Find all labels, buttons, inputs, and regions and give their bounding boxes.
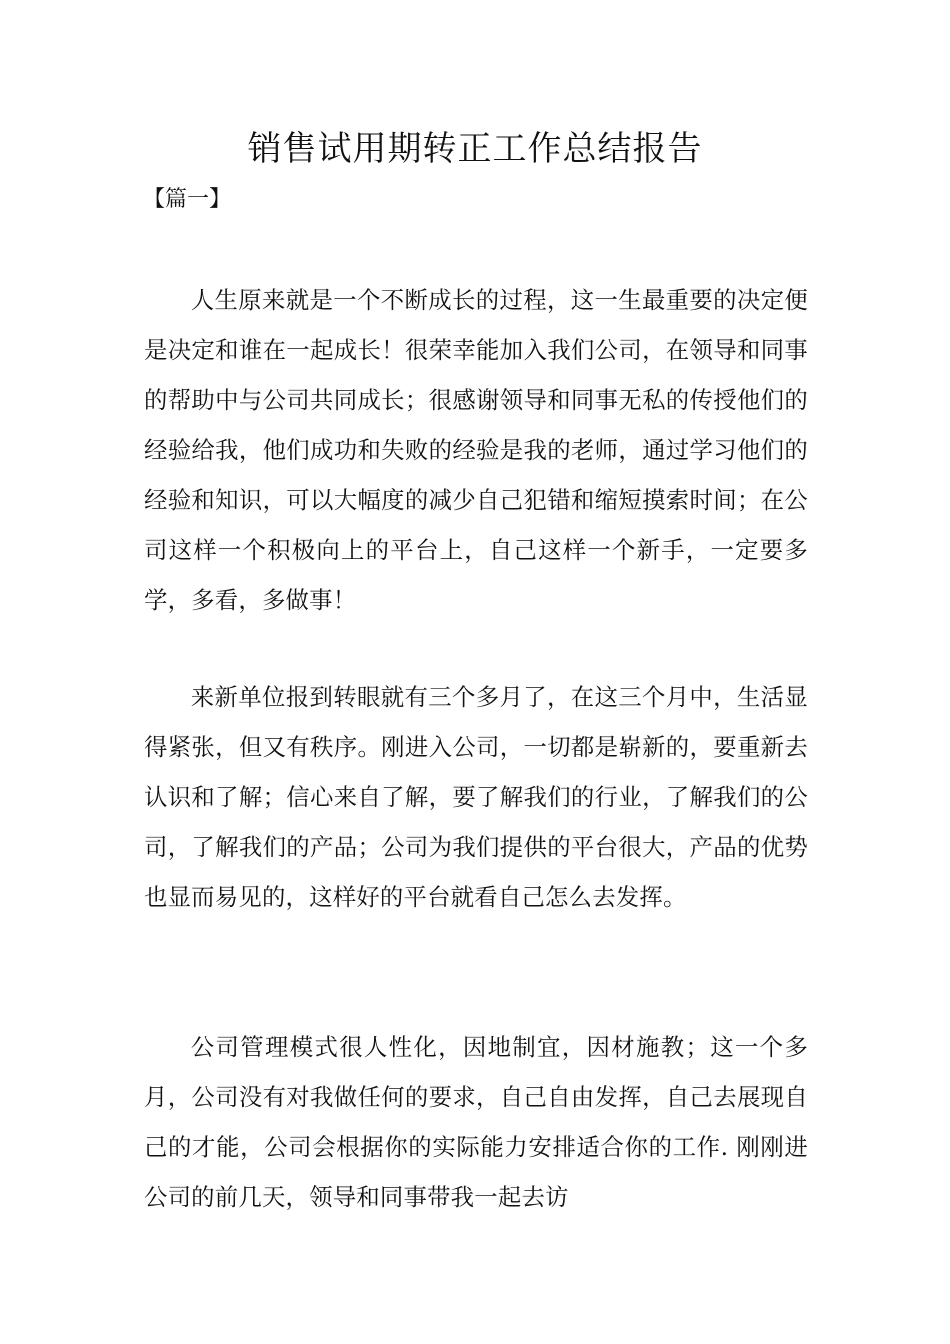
paragraph-3: 公司管理模式很人性化，因地制宜，因材施教；这一个多月，公司没有对我做任何的要求，自己自由发挥，自己去展现自己的才能，公司会根据你的实际能力安排适合你的工作. 刚刚进公司的前几天，领导和同事带我一起去访 (144, 1033, 808, 1211)
paragraph-2: 来新单位报到转眼就有三个多月了，在这三个月中，生活显得紧张，但又有秩序。刚进入公司，一切都是崭新的，要重新去认识和了解；信心来自了解，要了解我们的行业，了解我们的公司，了解我们的产品；公司为我们提供的平台很大，产品的优势也显而易见的，这样好的平台就看自己怎么去发挥。 (144, 683, 808, 911)
paragraph-1: 人生原来就是一个不断成长的过程，这一生最重要的决定便是决定和谁在一起成长！很荣幸能加入我们公司，在领导和同事的帮助中与公司共同成长；很感谢领导和同事无私的传授他们的经验给我，他们成功和失败的经验是我的老师，通过学习他们的经验和知识，可以大幅度的减少自己犯错和缩短摸索时间；在公司这样一个积极向上的平台上，自己这样一个新手，一定要多学，多看，多做事！ (144, 286, 808, 614)
section-label: 【篇一】 (143, 187, 232, 212)
document-title: 销售试用期转正工作总结报告 (247, 129, 703, 169)
